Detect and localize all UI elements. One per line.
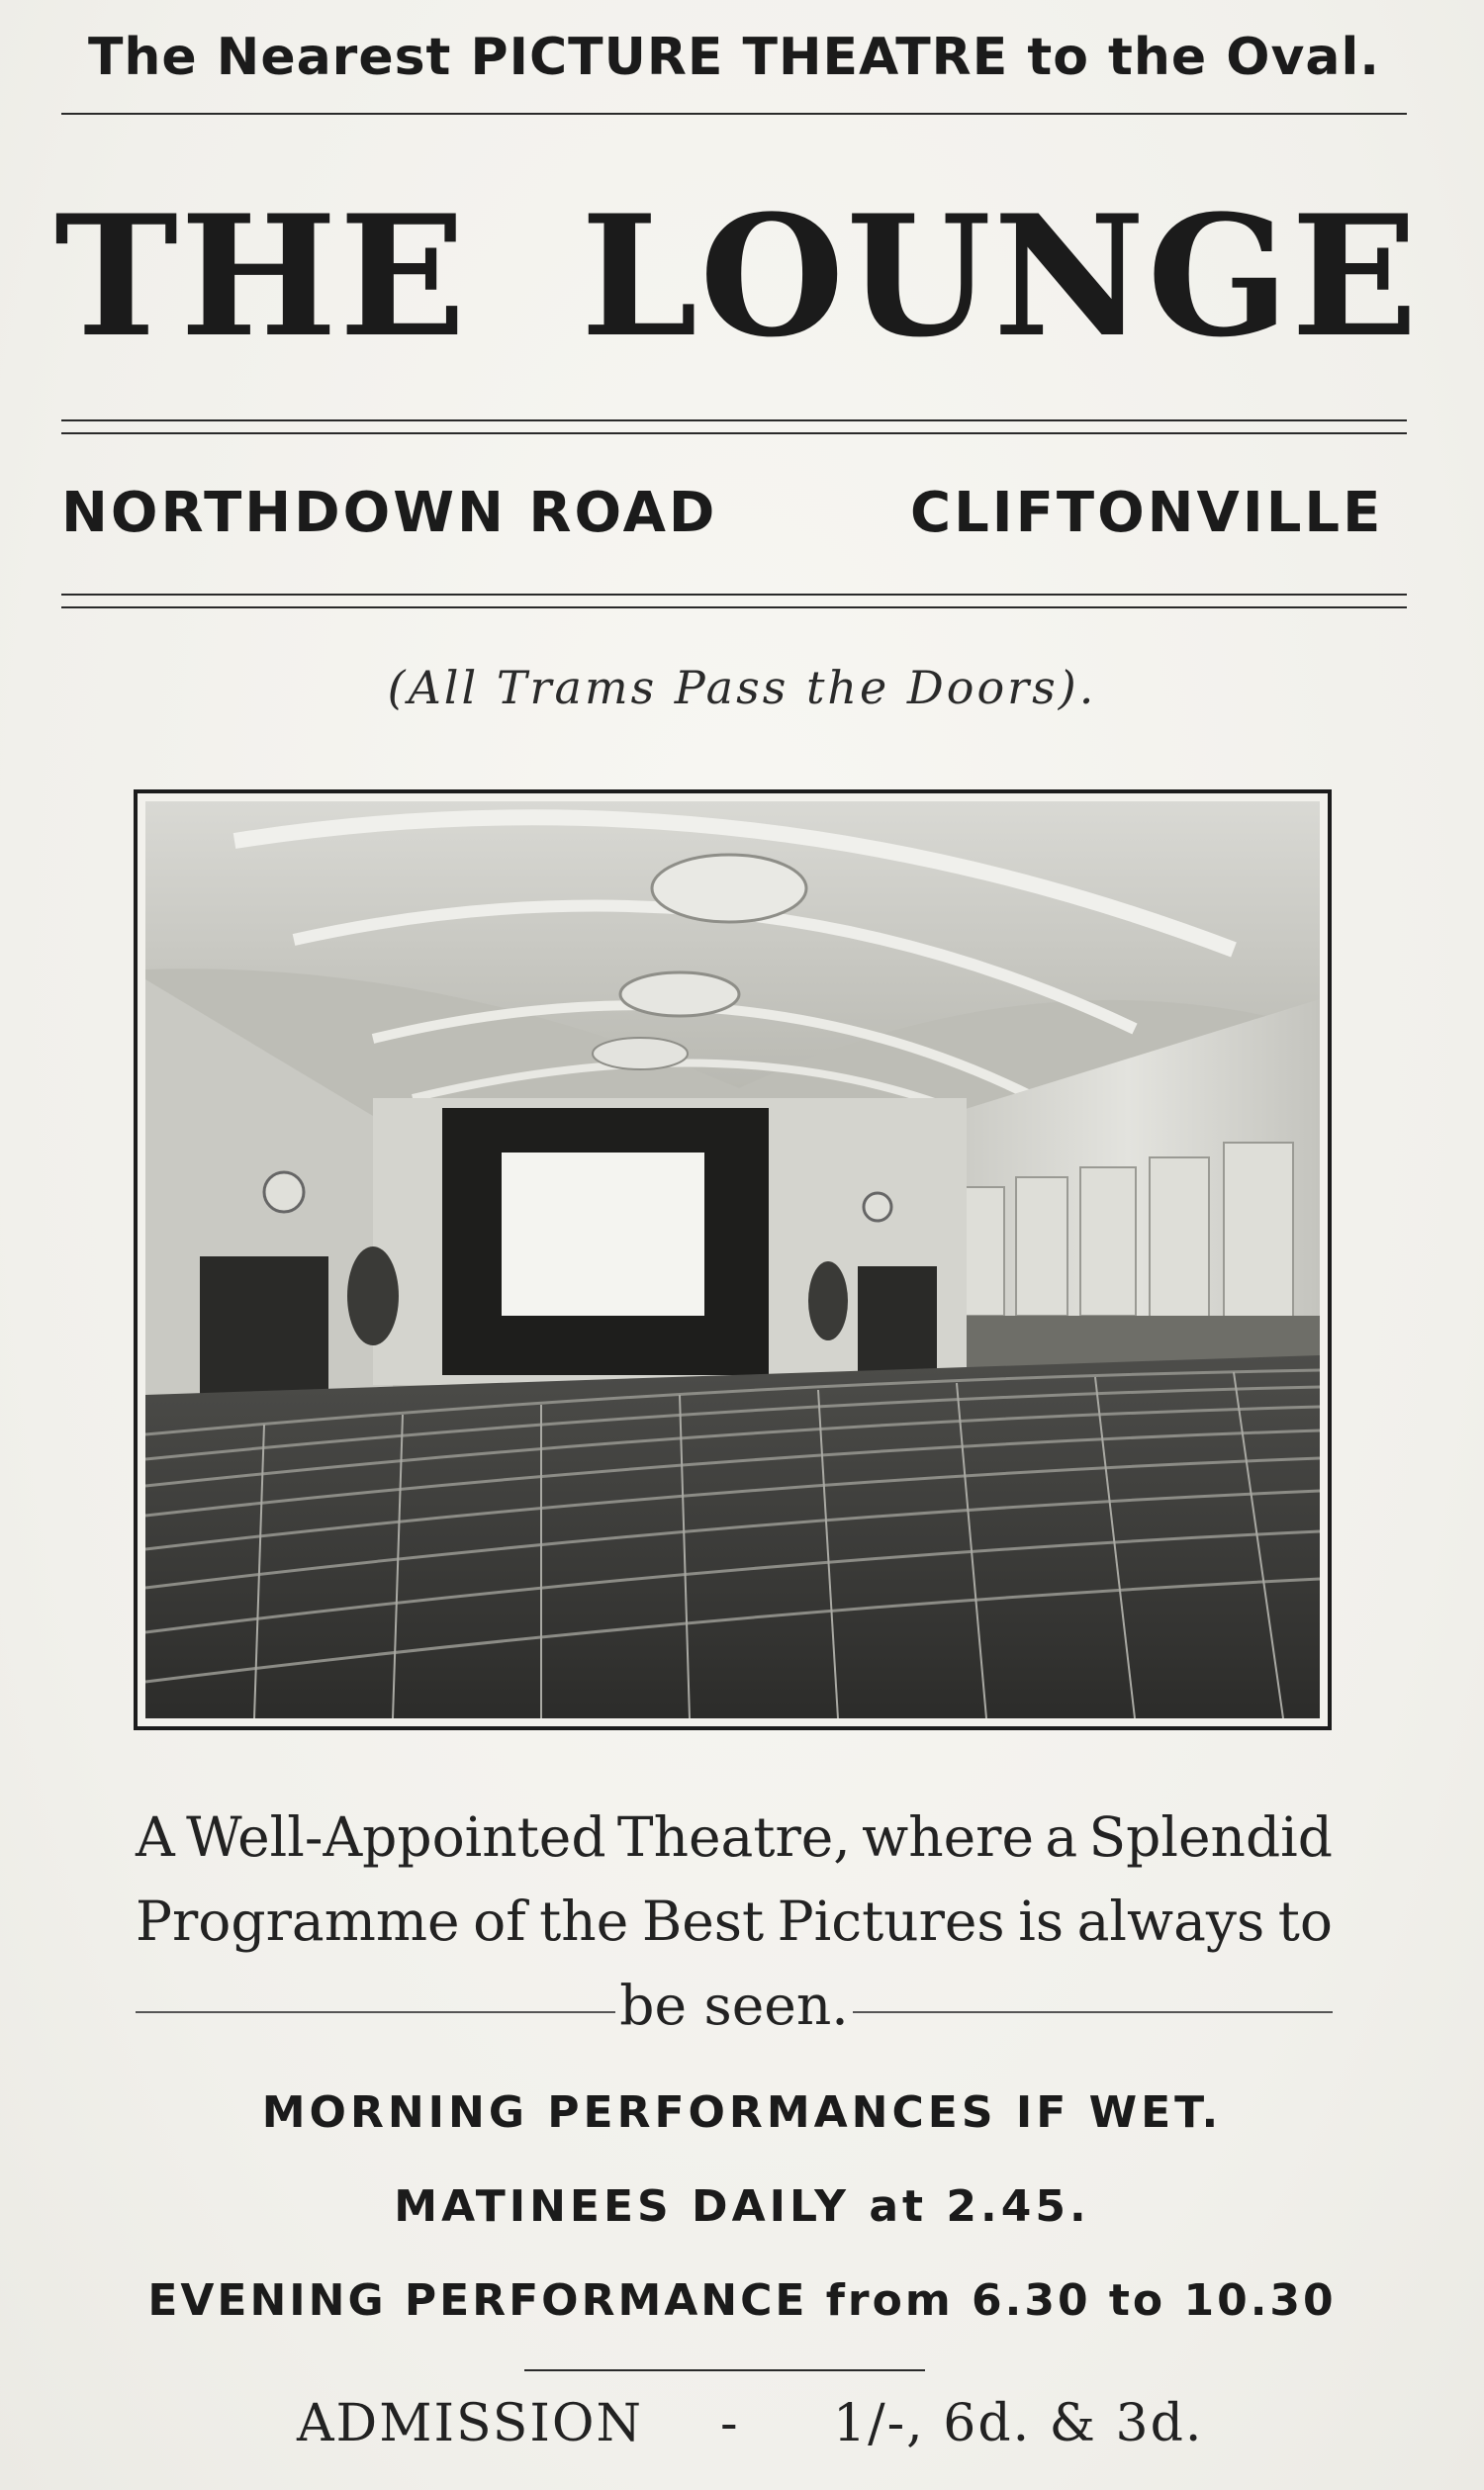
right-leader-rule [853, 2011, 1333, 2013]
masthead-double-rule-top [61, 419, 1407, 421]
desc-word: the [539, 1890, 629, 1953]
admission-label: ADMISSION [297, 2394, 644, 2453]
nearest-theatre-tagline: The Nearest PICTURE THEATRE to the Oval. [87, 28, 1381, 87]
tagline-underline [61, 113, 1407, 115]
address-road: NORTHDOWN ROAD [61, 481, 718, 545]
desc-word: Theatre, [616, 1805, 851, 1869]
description-line-1 [136, 1805, 1333, 1869]
address-town: CLIFTONVILLE [910, 481, 1384, 545]
admission-prices: 1/-, 6d. & 3d. [833, 2394, 1204, 2453]
matinees-daily: MATINEES DAILY at 2.45. [394, 2181, 1090, 2232]
desc-be-seen: be seen. [619, 1974, 849, 2037]
desc-word: to [1277, 1890, 1333, 1953]
evening-performance: EVENING PERFORMANCE from 6.30 to 10.30 [147, 2275, 1337, 2326]
desc-word: always [1076, 1890, 1265, 1953]
left-leader-rule [136, 2011, 615, 2013]
morning-performances: MORNING PERFORMANCES IF WET. [261, 2087, 1223, 2138]
masthead-lounge: LOUNGE [580, 178, 1420, 374]
desc-word: a [1045, 1805, 1078, 1869]
auditorium-photo-image [145, 801, 1320, 1718]
trams-note: (All Trams Pass the Doors). [387, 661, 1097, 714]
admission-line [297, 2394, 1204, 2453]
desc-word: Splendid [1088, 1805, 1333, 1869]
desc-word: Pictures [777, 1890, 1005, 1953]
masthead-the: THE [54, 178, 468, 374]
desc-word: Well-Appointed [186, 1805, 606, 1869]
description-line-2 [136, 1890, 1333, 1953]
masthead-double-rule-bottom [61, 432, 1407, 434]
description-line-3 [136, 1974, 1333, 2037]
address-double-rule-top [61, 594, 1407, 596]
auditorium-photo [134, 789, 1332, 1730]
desc-word: A [136, 1805, 175, 1869]
desc-word: is [1018, 1890, 1065, 1953]
desc-word: Programme [136, 1890, 460, 1953]
admission-dash: - [720, 2394, 740, 2453]
address-double-rule-bottom [61, 606, 1407, 608]
desc-word: where [862, 1805, 1035, 1869]
desc-word: of [473, 1890, 526, 1953]
desc-word: Best [641, 1890, 765, 1953]
admission-rule [524, 2369, 925, 2371]
